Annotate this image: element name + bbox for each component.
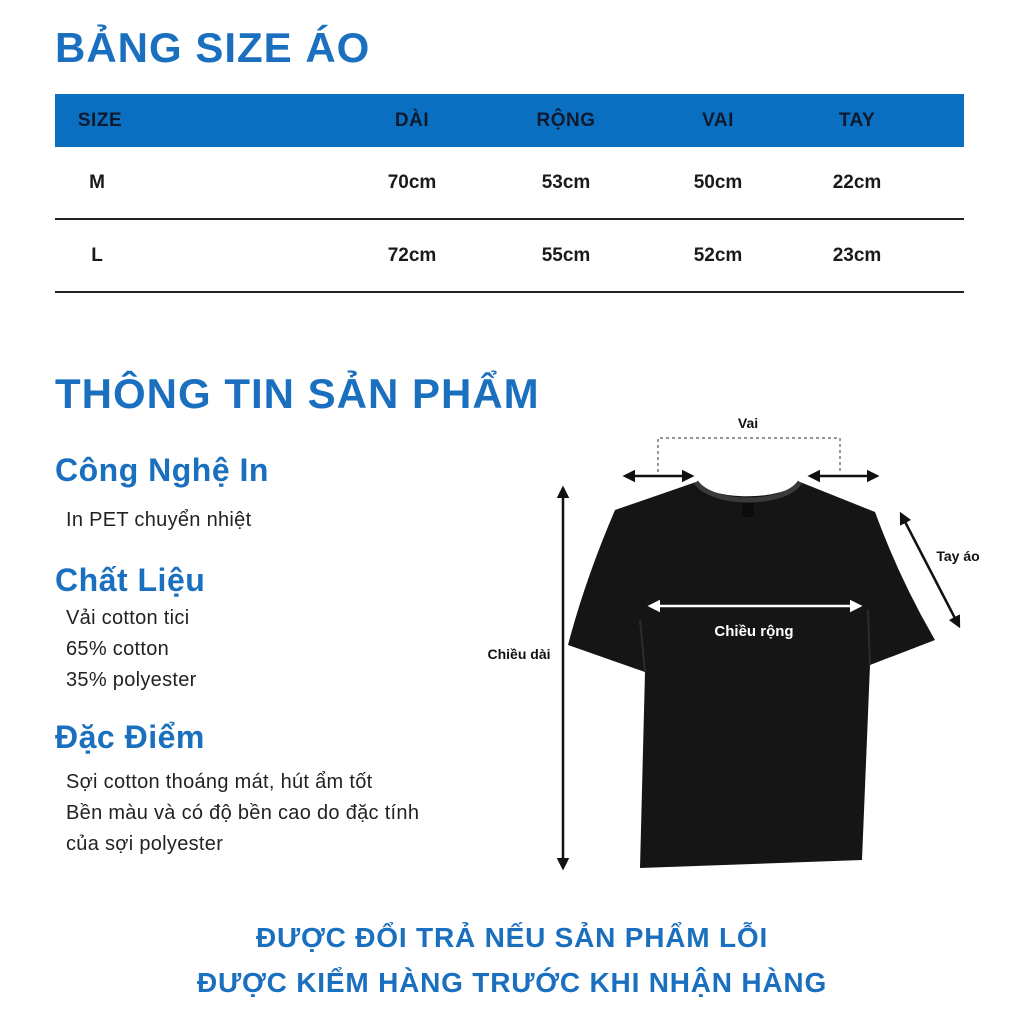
- size-cell: M: [89, 171, 105, 193]
- features-line: Bền màu và có độ bền cao do đặc tính: [66, 802, 420, 824]
- width-label: Chiều rộng: [714, 623, 794, 640]
- size-cell: L: [91, 244, 103, 266]
- sleeve-cell: 22cm: [832, 171, 882, 193]
- header-length: DÀI: [394, 109, 430, 131]
- features-line: Sợi cotton thoáng mát, hút ẩm tốt: [66, 771, 373, 793]
- length-cell: 72cm: [387, 244, 437, 266]
- return-policy-text: ĐƯỢC ĐỔI TRẢ NẾU SẢN PHẨM LỖI: [255, 922, 769, 953]
- size-chart-title: BẢNG SIZE ÁO: [55, 24, 371, 71]
- width-cell: 53cm: [541, 171, 591, 193]
- length-cell: 70cm: [387, 171, 437, 193]
- tshirt-tag: [742, 503, 754, 517]
- sleeve-cell: 23cm: [832, 244, 882, 266]
- tshirt-shape: [568, 482, 935, 868]
- length-label: Chiều dài: [487, 646, 551, 662]
- print-tech-heading: Công Nghệ In: [55, 452, 269, 488]
- header-width: RỘNG: [536, 109, 596, 131]
- print-tech-text: In PET chuyển nhiệt: [66, 509, 252, 531]
- shoulder-label: Vai: [737, 415, 759, 431]
- width-cell: 55cm: [541, 244, 591, 266]
- table-row: [55, 147, 964, 220]
- material-heading: Chất Liệu: [55, 562, 206, 598]
- tshirt-size-diagram: [470, 400, 1000, 890]
- product-info-title: THÔNG TIN SẢN PHẨM: [55, 370, 540, 417]
- size-table-header: [55, 94, 964, 147]
- shoulder-bracket: [658, 438, 840, 472]
- shoulder-cell: 52cm: [693, 244, 743, 266]
- header-sleeve: TAY: [838, 109, 876, 131]
- sleeve-label: Tay áo: [936, 548, 980, 564]
- header-shoulder: VAI: [702, 109, 734, 131]
- material-line: 65% cotton: [66, 638, 170, 660]
- size-table: [55, 94, 964, 293]
- material-line: Vải cotton tici: [66, 607, 190, 629]
- material-line: 35% polyester: [66, 669, 197, 691]
- inspection-policy-text: ĐƯỢC KIỂM HÀNG TRƯỚC KHI NHẬN HÀNG: [196, 967, 828, 998]
- features-line: của sợi polyester: [66, 833, 224, 855]
- header-size: SIZE: [77, 109, 123, 131]
- table-row: [55, 220, 964, 293]
- features-heading: Đặc Điểm: [55, 719, 205, 755]
- shoulder-cell: 50cm: [693, 171, 743, 193]
